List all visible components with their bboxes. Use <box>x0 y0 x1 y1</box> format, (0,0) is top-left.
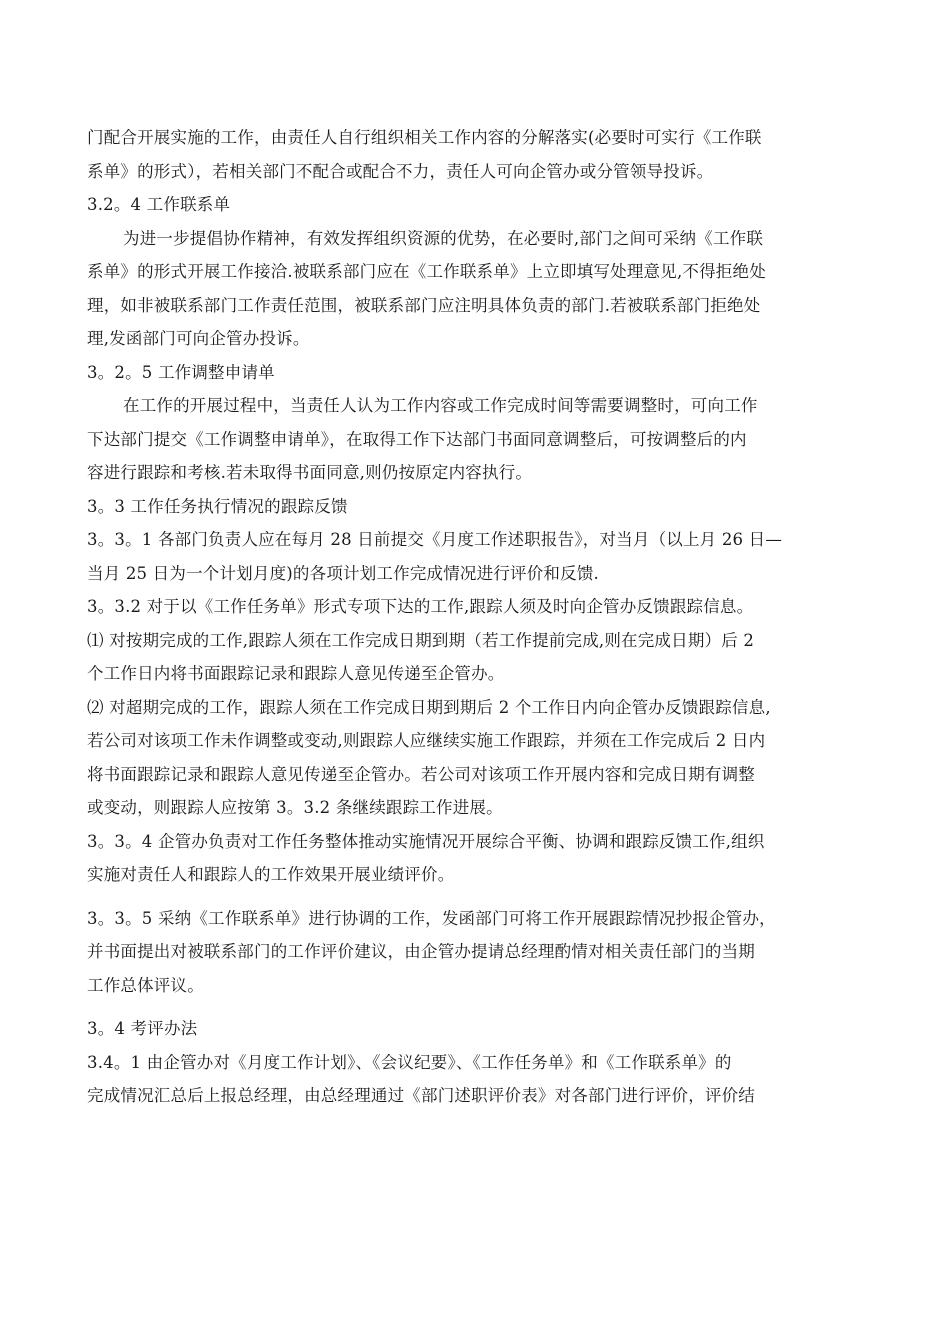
text-line: 门配合开展实施的工作，由责任人自行组织相关工作内容的分解落实(必要时可实行《工作联 <box>87 128 762 147</box>
text-line: 3.2。4 工作联系单 <box>87 195 231 214</box>
text-line: 3。2。5 工作调整申请单 <box>87 362 275 382</box>
text-line: ⑵ 对超期完成的工作，跟踪人须在工作完成日期到期后 2 个工作日内向企管办反馈跟踪信息, <box>87 697 771 717</box>
document-body <box>87 121 857 1113</box>
text-line: 或变动，则跟踪人应按第 3。3.2 条继续跟踪工作进展。 <box>87 798 503 817</box>
text-line: 3。3。5 采纳《工作联系单》进行协调的工作，发函部门可将工作开展跟踪情况抄报企管办， <box>87 908 776 928</box>
text-line: 3。3.2 对于以《工作任务单》形式专项下达的工作,跟踪人须及时向企管办反馈跟踪信息。 <box>87 597 754 616</box>
text-line: 下达部门提交《工作调整申请单》，在取得工作下达部门书面同意调整后，可按调整后的内 <box>87 429 747 449</box>
text-line: 若公司对该项工作未作调整或变动,则跟踪人应继续实施工作跟踪，并须在工作完成后 2 日内 <box>87 731 766 750</box>
text-line: 容进行跟踪和考核.若未取得书面同意,则仍按原定内容执行。 <box>87 463 533 482</box>
text-line: 工作总体评议。 <box>87 975 204 995</box>
text-line: 个工作日内将书面跟踪记录和跟踪人意见传递至企管办。 <box>87 664 505 683</box>
text-line: 系单》的形式），若相关部门不配合或配合不力，责任人可向企管办或分管领导投诉。 <box>87 161 714 181</box>
text-line: 当月 25 日为一个计划月度)的各项计划工作完成情况进行评价和反馈. <box>87 563 599 583</box>
text-line: 并书面提出对被联系部门的工作评价建议，由企管办提请总经理酌情对相关责任部门的当期 <box>87 942 755 961</box>
text-line: 完成情况汇总后上报总经理，由总经理通过《部门述职评价表》对各部门进行评价，评价结 <box>87 1086 755 1105</box>
text-line: 3。4 考评办法 <box>87 1019 198 1038</box>
text-line: 3.4。1 由企管办对《月度工作计划》、《会议纪要》、《工作任务单》和《工作联系单》的 <box>87 1052 732 1072</box>
text-line: 理，如非被联系部门工作责任范围，被联系部门应注明具体负责的部门.若被联系部门拒绝处 <box>87 295 761 315</box>
text-line: 3。3。1 各部门负责人应在每月 28 日前提交《月度工作述职报告》，对当月（以上月 26 日— <box>87 530 783 549</box>
text-line: 系单》的形式开展工作接洽.被联系部门应在《工作联系单》上立即填写处理意见,不得拒绝处 <box>87 262 766 281</box>
text-line: 3。3。4 企管办负责对工作任务整体推动实施情况开展综合平衡、协调和跟踪反馈工作,组织 <box>87 831 765 851</box>
text-line: 在工作的开展过程中，当责任人认为工作内容或工作完成时间等需要调整时，可向工作 <box>123 396 758 415</box>
text-line: 将书面跟踪记录和跟踪人意见传递至企管办。若公司对该项工作开展内容和完成日期有调整 <box>87 764 755 784</box>
text-line: 实施对责任人和跟踪人的工作效果开展业绩评价。 <box>87 865 455 884</box>
text-line: 理,发函部门可向企管办投诉。 <box>87 329 310 348</box>
text-line: ⑴ 对按期完成的工作,跟踪人须在工作完成日期到期（若工作提前完成,则在完成日期）后 2 <box>87 630 755 650</box>
text-line: 为进一步提倡协作精神，有效发挥组织资源的优势，在必要时,部门之间可采纳《工作联 <box>123 228 764 248</box>
text-line: 3。3 工作任务执行情况的跟踪反馈 <box>87 496 348 516</box>
